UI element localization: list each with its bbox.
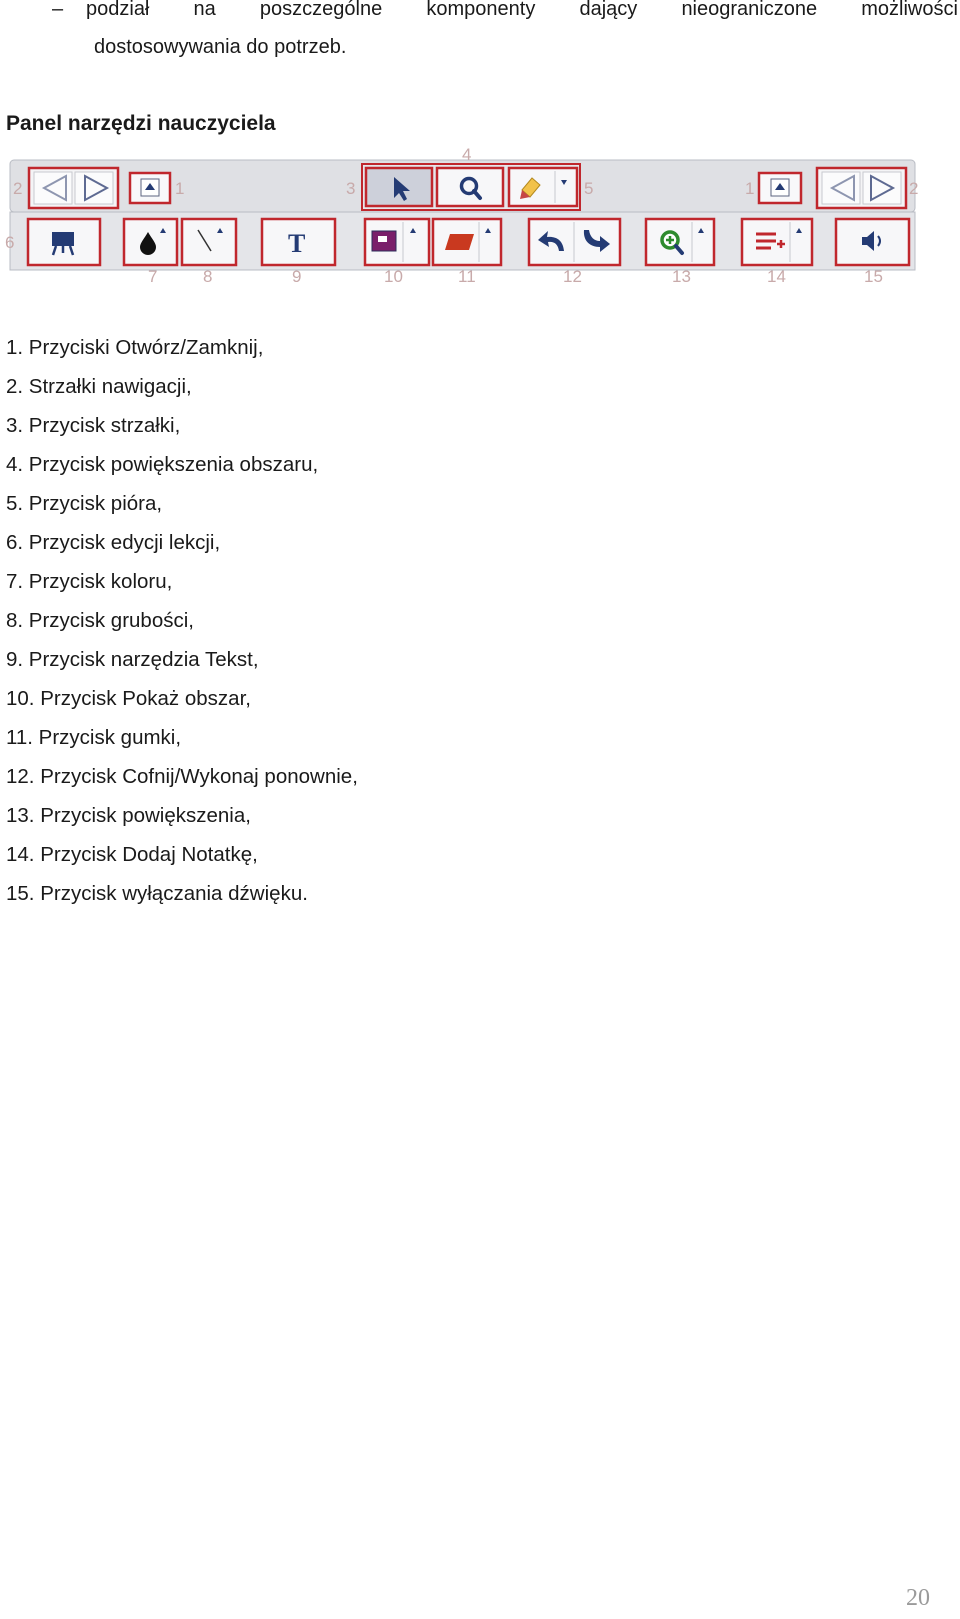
callout-6: 6 — [5, 233, 15, 252]
list-item: 1. Przyciski Otwórz/Zamknij, — [6, 336, 264, 359]
callout-7: 7 — [148, 267, 158, 286]
list-item: 7. Przycisk koloru, — [6, 570, 173, 593]
eraser-button[interactable] — [433, 219, 501, 265]
section-heading: Panel narzędzi nauczyciela — [6, 112, 276, 135]
list-item: 13. Przycisk powiększenia, — [6, 804, 251, 827]
callout-2-left: 2 — [13, 179, 23, 198]
undo-redo-buttons[interactable] — [529, 219, 620, 265]
callout-2-right: 2 — [909, 179, 919, 198]
callout-15: 15 — [864, 267, 883, 286]
text-tool-button[interactable] — [262, 219, 335, 265]
list-item: 15. Przycisk wyłączania dźwięku. — [6, 882, 308, 905]
list-item: 5. Przycisk pióra, — [6, 492, 163, 515]
callout-1-right: 1 — [745, 179, 755, 198]
bullet-word: komponenty — [426, 0, 536, 20]
mute-button[interactable] — [836, 219, 909, 265]
arrow-tool-button[interactable] — [366, 168, 432, 206]
show-area-button[interactable] — [365, 219, 429, 265]
callout-9: 9 — [292, 267, 302, 286]
list-item: 6. Przycisk edycji lekcji, — [6, 531, 221, 554]
zoom-button[interactable] — [646, 219, 714, 265]
list-item: 2. Strzałki nawigacji, — [6, 375, 192, 398]
list-item: 3. Przycisk strzałki, — [6, 414, 181, 437]
list-item: 10. Przycisk Pokaż obszar, — [6, 687, 251, 710]
toolbar-legend-list — [6, 335, 358, 920]
easel-icon — [52, 232, 74, 246]
list-item: 9. Przycisk narzędzia Tekst, — [6, 648, 259, 671]
bullet-dash: – — [52, 0, 64, 20]
bullet-text-line-1 — [86, 0, 958, 21]
callout-13: 13 — [672, 267, 691, 286]
callout-4: 4 — [462, 145, 472, 164]
callout-8: 8 — [203, 267, 213, 286]
list-item: 4. Przycisk powiększenia obszaru, — [6, 453, 319, 476]
bullet-word: podział — [86, 0, 150, 20]
callout-11: 11 — [458, 267, 476, 286]
bullet-word: dający — [579, 0, 638, 20]
open-close-button-right[interactable] — [759, 173, 801, 203]
callout-5: 5 — [584, 179, 594, 198]
add-note-button[interactable] — [742, 219, 812, 265]
area-zoom-button[interactable] — [437, 168, 503, 206]
list-item: 11. Przycisk gumki, — [6, 726, 182, 749]
bullet-word: na — [193, 0, 216, 20]
callout-12: 12 — [563, 267, 582, 286]
nav-arrows-right[interactable] — [817, 168, 906, 208]
callout-10: 10 — [384, 267, 403, 286]
eraser-icon — [445, 234, 474, 250]
list-item: 8. Przycisk grubości, — [6, 609, 194, 632]
toolbar-figure — [0, 140, 960, 300]
list-item: 14. Przycisk Dodaj Notatkę, — [6, 843, 258, 866]
bullet-text-line-2: dostosowywania do potrzeb. — [94, 36, 347, 58]
bullet-word: nieograniczone — [681, 0, 818, 20]
bullet-word: możliwości — [861, 0, 958, 20]
callout-3: 3 — [346, 179, 356, 198]
nav-arrows-left[interactable] — [29, 168, 118, 208]
callout-14: 14 — [767, 267, 786, 286]
page-number: 20 — [906, 1585, 930, 1611]
color-button[interactable] — [124, 219, 177, 265]
text-tool-icon: T — [288, 229, 306, 258]
list-item: 12. Przycisk Cofnij/Wykonaj ponownie, — [6, 765, 358, 788]
pen-button[interactable] — [509, 168, 577, 206]
callout-1-left: 1 — [175, 179, 185, 198]
thickness-button[interactable] — [182, 219, 236, 265]
lesson-edit-button[interactable] — [28, 219, 100, 265]
bullet-word: poszczególne — [259, 0, 383, 20]
open-close-button-left[interactable] — [130, 173, 170, 203]
